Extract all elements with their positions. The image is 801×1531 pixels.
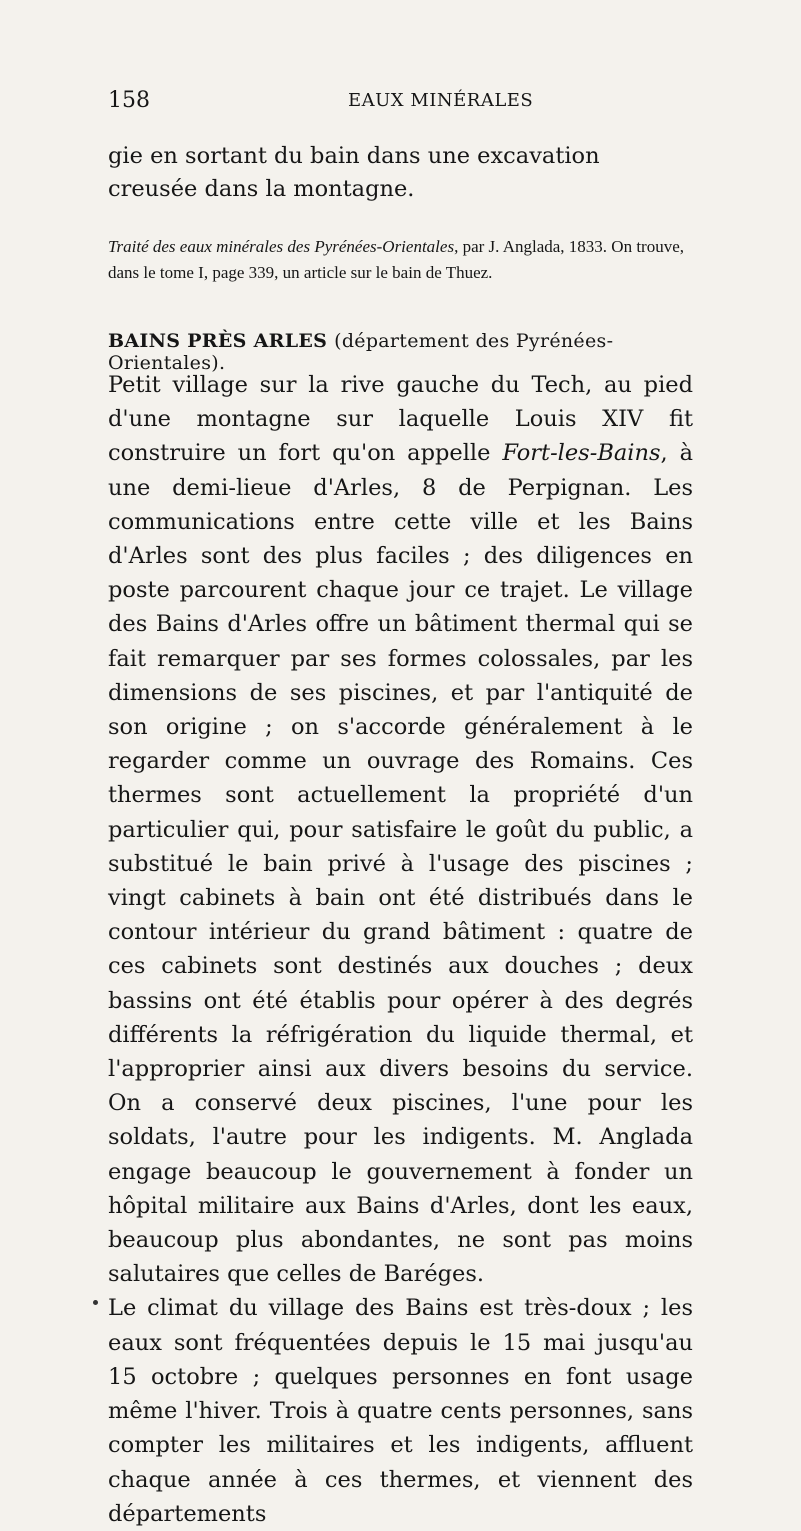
note-title: Traité des eaux minérales des Pyrénées-Orientales — [108, 237, 455, 256]
bibliographic-note — [108, 234, 693, 286]
page-number: 158 — [108, 88, 150, 113]
running-title: EAUX MINÉRALES — [348, 90, 534, 111]
paragraph-2: Le climat du village des Bains est très-doux ; les eaux sont fréquentées depuis le 15 mai jusqu'au 15 octobre ; quelques personnes en font usage même l'hiver. Trois à quatre cents personnes, sans compter les militaires et les indigents, affluent chaque année à ces thermes, et viennent des départements — [108, 1295, 693, 1527]
paragraph-1-rest: , à une demi-lieue d'Arles, 8 de Perpignan. Les communications entre cette ville et les Bains d'Arles sont des plus faciles ; des diligences en poste parcourent chaque jour ce trajet. Le village des Bains d'Arles offre un bâtiment thermal qui se fait remarquer par ses formes colossales, par les dimensions de ses piscines, et par l'antiquité de son origine ; on s'accorde généralement à le regarder comme un ouvrage des Romains. Ces thermes sont actuellement la propriété d'un particulier qui, pour satisfaire le goût du public, a substitué le bain privé à l'usage des piscines ; vingt cabinets à bain ont été distribués dans le contour intérieur du grand bâtiment : quatre de ces cabinets sont destinés aux douches ; deux bassins ont été établis pour opérer à des degrés différents la réfrigération du liquide thermal, et l'approprier ainsi aux divers besoins du service. On a conservé deux piscines, l'une pour les soldats, l'autre pour les indigents. M. Anglada engage beaucoup le gouvernement à fonder un hôpital militaire aux Bains d'Arles, dont les eaux, beaucoup plus abondantes, ne sont pas moins salutaires que celles de Baréges. — [108, 440, 693, 1288]
section-department: (département des Pyrénées-Orientales). — [108, 330, 614, 374]
section-title: BAINS PRÈS ARLES — [108, 330, 328, 352]
place-name-italic: Fort-les-Bains — [502, 440, 661, 467]
continuation-text: gie en sortant du bain dans une excavation creusée dans la montagne. — [108, 143, 600, 202]
paragraph-1-start: Petit village sur la rive gauche du Tech, au pied d'une montagne sur laquelle Louis XIV fit construire un fort qu'on appelle — [108, 372, 693, 467]
note-details: , par J. Anglada, 1833. On trouve, dans le tome I, page 339, un article sur le bain de Thuez. — [108, 237, 684, 282]
page-header — [108, 88, 688, 118]
paragraph-1 — [108, 368, 693, 1291]
body-text — [108, 368, 693, 1531]
ink-mark — [93, 1300, 98, 1305]
